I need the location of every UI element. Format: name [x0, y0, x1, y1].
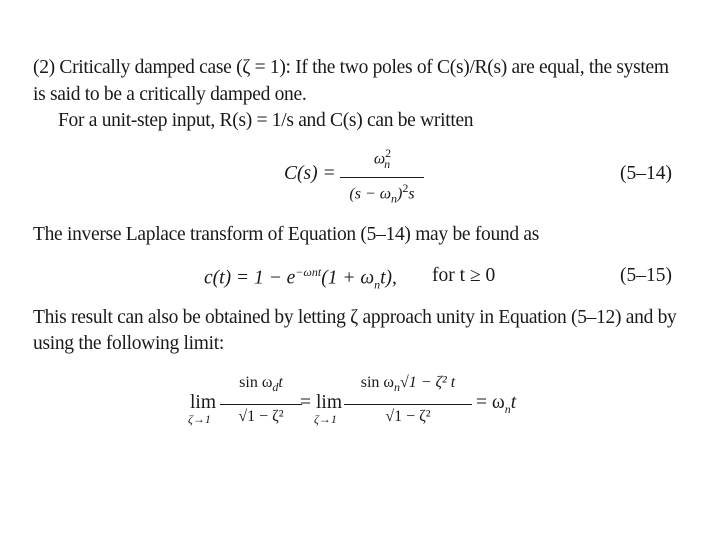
eq514-number: (5–14): [620, 163, 672, 184]
frac1-denominator: √1 − ζ²: [238, 408, 284, 425]
lim-result-omega: = ω: [476, 392, 505, 413]
frac1-num-t: t: [278, 374, 283, 391]
eq515-part-b: (1 + ω: [321, 267, 375, 289]
frac1-bar: [220, 404, 302, 405]
lim1-label: lim: [190, 392, 217, 413]
frac1-numerator: [220, 374, 302, 395]
eq514-fraction-bar: [340, 177, 424, 178]
eq514-numerator: [340, 146, 424, 172]
paragraph2: The inverse Laplace transform of Equation (5–14) may be found as: [33, 224, 540, 245]
lim-result-t: t: [510, 392, 517, 413]
eq514-num-sup: 2: [385, 146, 392, 160]
eq514-den-s: s: [408, 185, 415, 203]
eq515-body: [204, 265, 397, 292]
lim1-sub: ζ→1: [188, 412, 211, 426]
eq514-num-omega: ω: [373, 150, 386, 168]
frac2-num-sub: n: [393, 380, 400, 395]
eq515-exponent: −ωnt: [295, 265, 322, 279]
lim2-label: lim: [316, 392, 343, 413]
lim-equals: =: [300, 392, 311, 413]
paragraph1-line3: For a unit-step input, R(s) = 1/s and C(s) can be written: [58, 110, 474, 131]
frac2-num-sin: sin ω: [360, 374, 394, 391]
frac2-bar: [344, 404, 472, 405]
eq515-number: (5–15): [620, 265, 672, 286]
eq514-den-a: (s − ω: [349, 185, 392, 203]
eq514-num-sub: n: [384, 156, 391, 171]
paragraph1-line2: is said to be a critically damped one.: [33, 84, 307, 105]
lim-result: [476, 392, 516, 417]
eq514-lhs: C(s) =: [284, 163, 336, 184]
eq515-condition: for t ≥ 0: [432, 265, 496, 286]
lim2-sub: ζ→1: [314, 412, 337, 426]
frac2-numerator: [344, 374, 472, 395]
paragraph3-line1: This result can also be obtained by letting ζ approach unity in Equation (5–12) and by: [33, 307, 677, 328]
frac1-num-sin: sin ω: [239, 374, 273, 391]
eq515-sub: n: [374, 277, 381, 292]
eq514-den-close: ): [397, 185, 403, 203]
frac2-num-tail: √1 − ζ² t: [399, 374, 456, 391]
frac1-num-sub: d: [272, 380, 279, 395]
eq514-den-sup: 2: [402, 181, 409, 195]
paragraph3-line2: using the following limit:: [33, 333, 224, 354]
eq514-denominator: [340, 181, 424, 207]
eq514-den-sub: n: [391, 191, 398, 206]
paragraph1-line1: (2) Critically damped case (ζ = 1): If the two poles of C(s)/R(s) are equal, the system: [33, 57, 669, 78]
eq515-part-c: t),: [380, 267, 397, 289]
frac2-denominator: √1 − ζ²: [385, 408, 431, 425]
eq515-part-a: c(t) = 1 − e: [204, 267, 296, 289]
lim-result-sub: n: [504, 401, 511, 416]
